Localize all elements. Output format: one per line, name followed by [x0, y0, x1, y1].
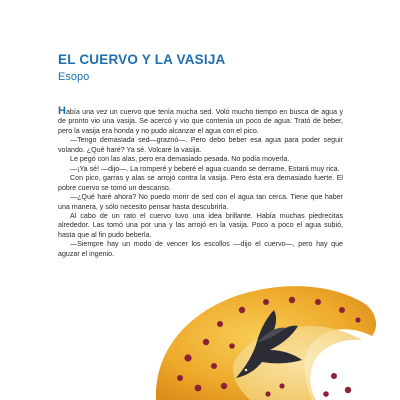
story-paragraph-8: —Siempre hay un modo de vencer los escollos —dijo el cuervo—, pero hay que aguzar el ingenio. — [58, 240, 343, 258]
story-paragraph-7: Al cabo de un rato el cuervo tuvo una idea brillante. Había muchas piedrecitas alrededor. Las tomó una por una y las arrojó en la vasija. Poco a poco el agua subió, hasta que al fin pudo beberla. — [58, 211, 343, 239]
story-paragraph-3: Le pegó con las alas, pero era demasiado pesada. No podía moverla. — [70, 155, 290, 164]
story-paragraph-1 — [58, 107, 343, 136]
paragraph-1-text: abía una vez un cuervo que tenía mucha sed. Voló mucho tiempo en busca de agua y de pronto vio una vasija. Se acercó y vio que contenía un poco de agua. Trató de beber, pero la vasija era honda y no pudo alcanzar el agua con el pico. — [58, 108, 343, 135]
story-paragraph-4: —¡Ya sé! —dijo—. La romperé y beberé el agua cuando se derrame. Estará muy rica. — [70, 164, 340, 173]
drop-cap: H — [58, 105, 66, 117]
story-text — [58, 107, 343, 259]
story-paragraph-6: —¿Qué haré ahora? No puedo morir de sed con el agua tan cerca. Tiene que haber una manera, y sólo necesito pensar hasta descubrirla. — [58, 193, 343, 211]
story-author: Esopo — [58, 71, 90, 83]
story-paragraph-2: —Tengo demasiada sed—graznó—. Pero debo beber esa agua para poder seguir volando. ¿Qué haré? Ya sé. Volcaré la vasija. — [58, 136, 343, 154]
crow-vase-illustration — [150, 266, 380, 400]
story-paragraph-5: Con pico, garras y alas se arrojó contra la vasija. Pero ésta era demasiado fuerte. El pobre cuervo se tomó un descanso. — [58, 174, 343, 192]
story-title: EL CUERVO Y LA VASIJA — [58, 52, 226, 67]
